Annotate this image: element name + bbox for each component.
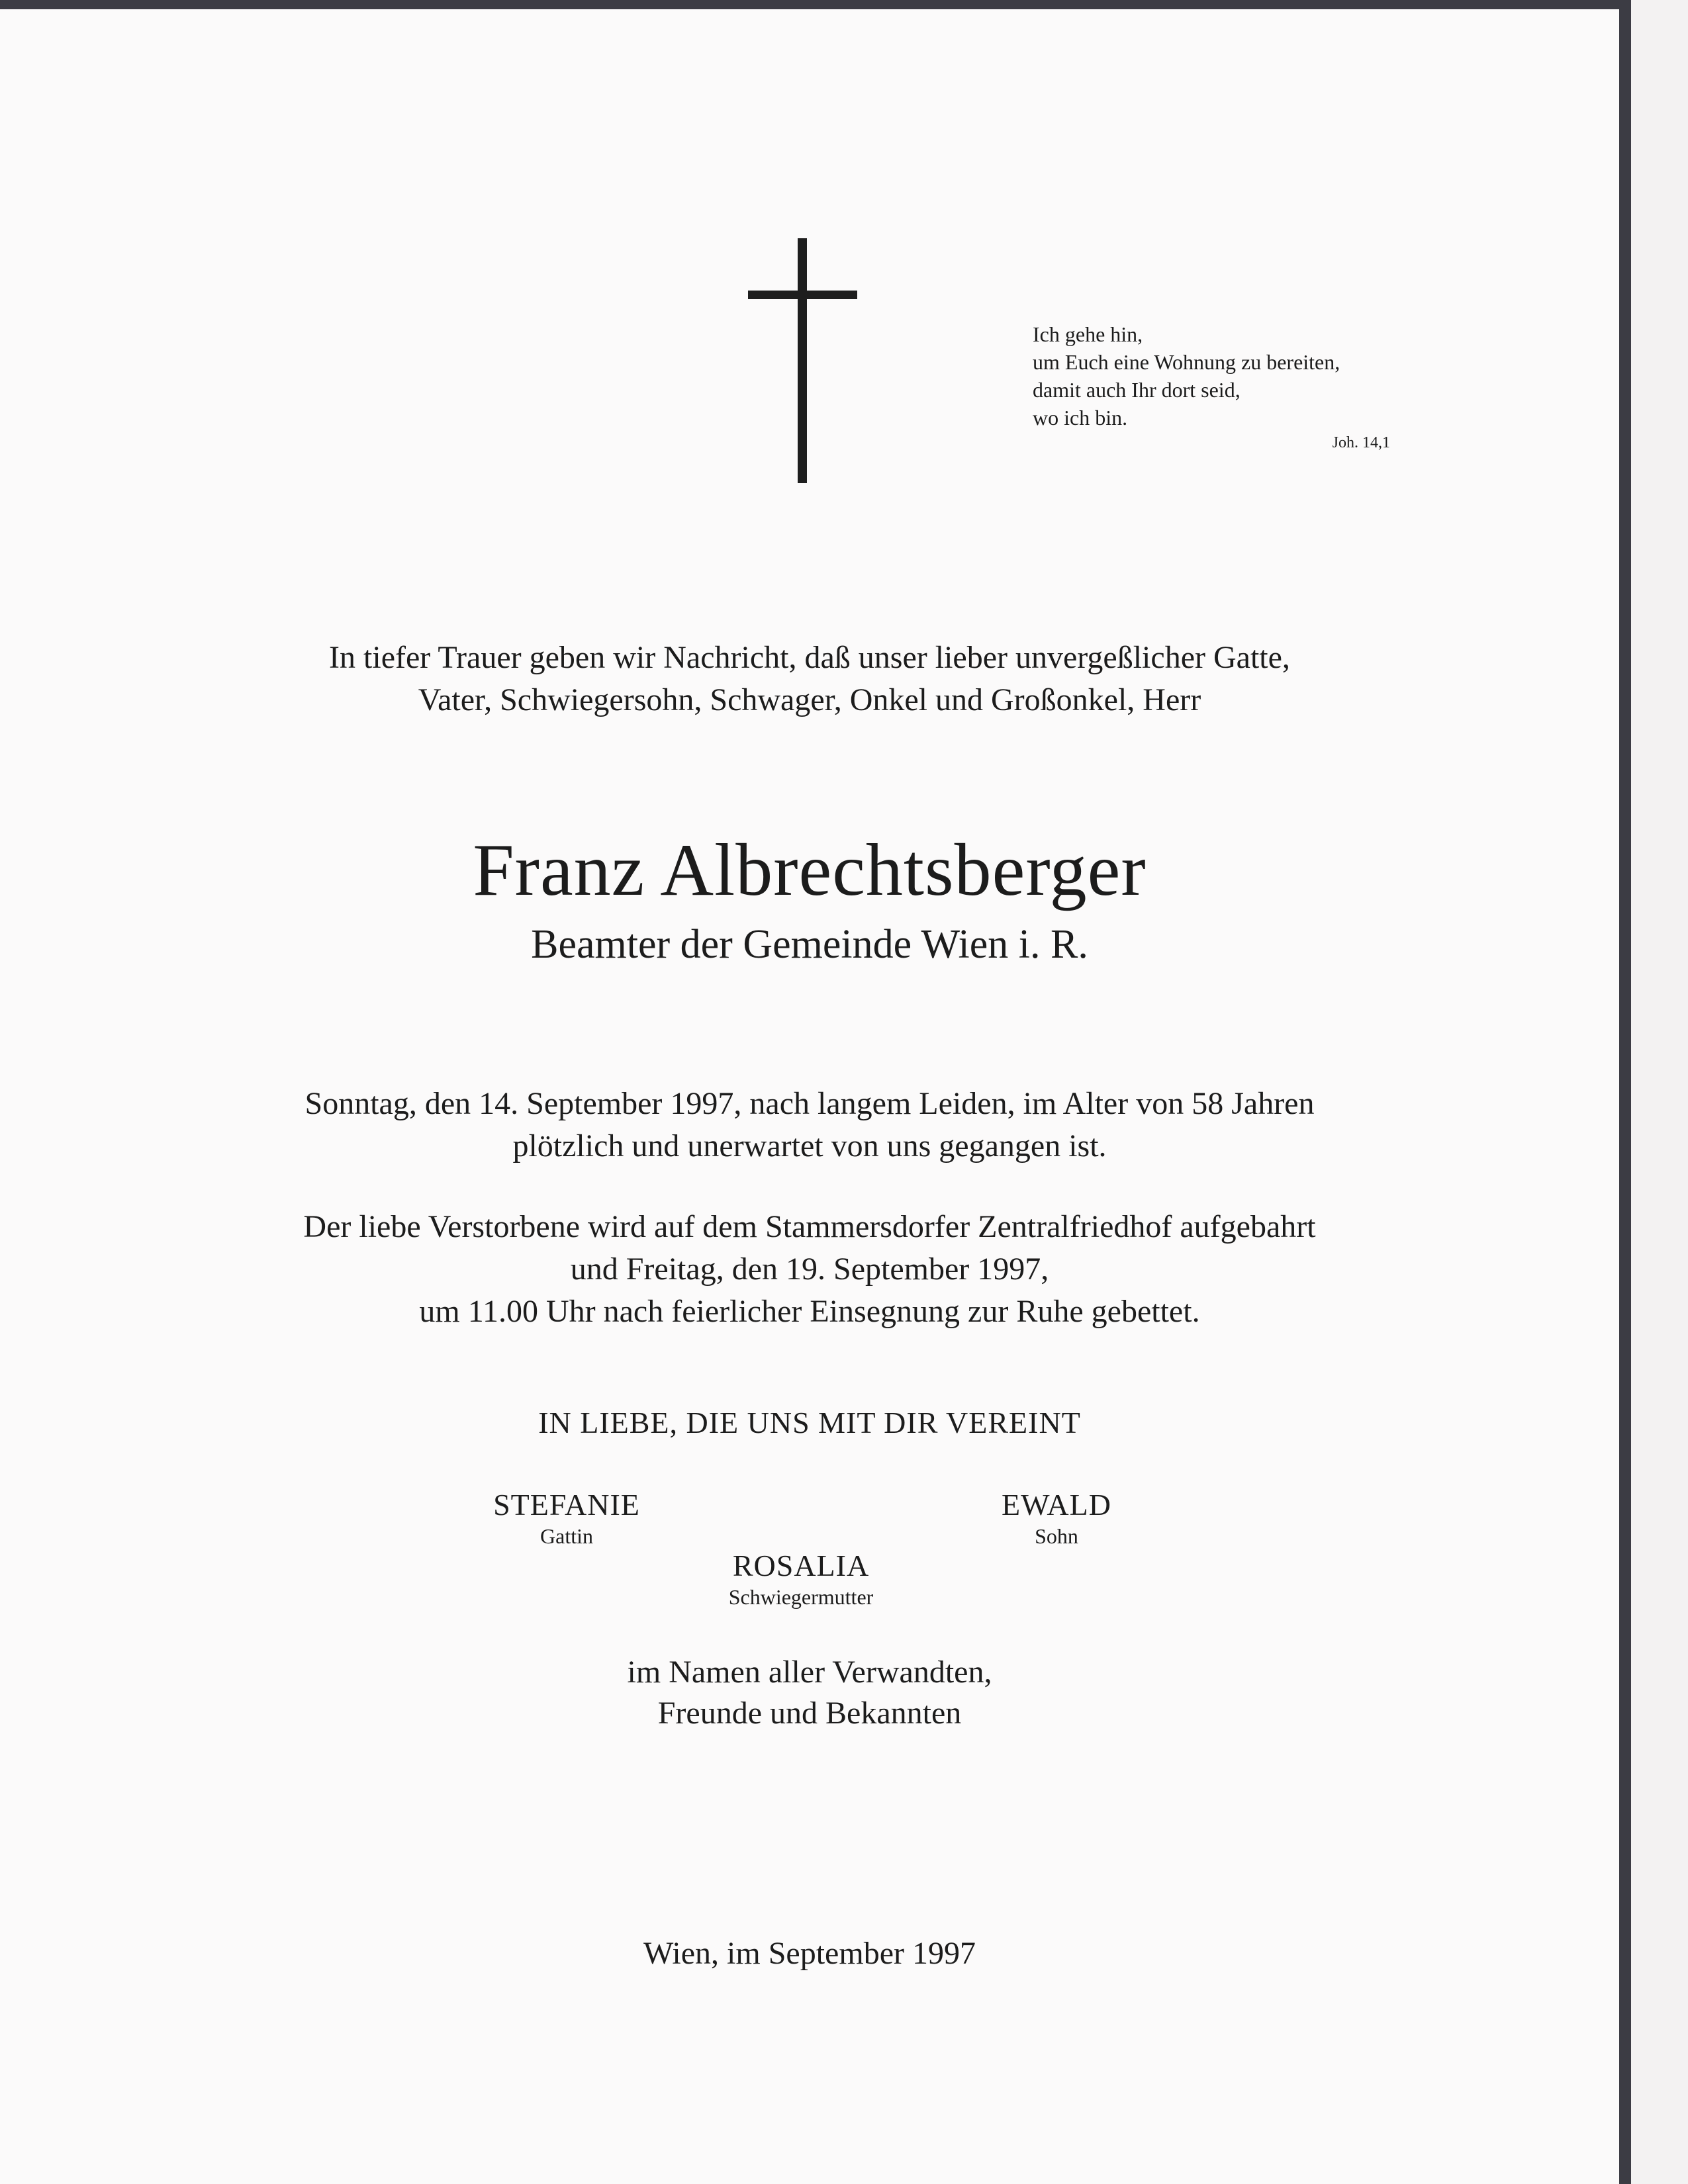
mourner-rosalia xyxy=(635,1547,966,1610)
quote-line: damit auch Ihr dort seid, xyxy=(1033,378,1241,402)
mourner-name: STEFANIE xyxy=(493,1488,640,1522)
mourner-role: Sohn xyxy=(1035,1524,1078,1548)
funeral-line: und Freitag, den 19. September 1997, xyxy=(570,1251,1049,1287)
funeral-line: Der liebe Verstorbene wird auf dem Stammersdorfer Zentralfriedhof aufgebahrt xyxy=(303,1209,1316,1244)
death-notice xyxy=(0,1083,1619,1167)
death-line: plötzlich und unerwartet von uns gegangen ist. xyxy=(512,1128,1107,1163)
mourner-role: Schwiegermutter xyxy=(728,1585,874,1609)
page-border-right xyxy=(1619,0,1631,2184)
mourner-name: ROSALIA xyxy=(732,1549,870,1582)
relatives-note xyxy=(0,1652,1619,1734)
cross-icon-bar xyxy=(748,291,857,299)
intro-line: In tiefer Trauer geben wir Nachricht, daß unser lieber unvergeßlicher Gatte, xyxy=(329,640,1290,675)
deceased-title: Beamter der Gemeinde Wien i. R. xyxy=(531,922,1088,967)
mourner-ewald xyxy=(891,1486,1222,1549)
funeral-notice xyxy=(0,1206,1619,1333)
quote-line: Ich gehe hin, xyxy=(1033,322,1143,346)
intro-line: Vater, Schwiegersohn, Schwager, Onkel und Großonkel, Herr xyxy=(418,682,1201,717)
motto: IN LIEBE, DIE UNS MIT DIR VEREINT xyxy=(538,1406,1081,1439)
bible-quote xyxy=(1033,320,1403,432)
page-border-top xyxy=(0,0,1628,9)
mourner-name: EWALD xyxy=(1002,1488,1111,1522)
quote-reference: Joh. 14,1 xyxy=(1332,434,1390,451)
place-date: Wien, im September 1997 xyxy=(643,1936,976,1971)
mourner-role: Gattin xyxy=(540,1524,593,1548)
deceased-name: Franz Albrechtsberger xyxy=(473,829,1147,911)
death-line: Sonntag, den 14. September 1997, nach langem Leiden, im Alter von 58 Jahren xyxy=(305,1086,1315,1121)
page-margin-right xyxy=(1631,0,1688,2184)
quote-line: um Euch eine Wohnung zu bereiten, xyxy=(1033,350,1340,374)
cross-icon xyxy=(798,238,807,483)
relatives-line: Freunde und Bekannten xyxy=(657,1696,962,1731)
relatives-line: im Namen aller Verwandten, xyxy=(627,1655,992,1690)
funeral-line: um 11.00 Uhr nach feierlicher Einsegnung zur Ruhe gebettet. xyxy=(419,1294,1200,1329)
quote-line: wo ich bin. xyxy=(1033,406,1128,430)
announcement-intro xyxy=(0,637,1619,721)
mourner-stefanie xyxy=(401,1486,732,1549)
